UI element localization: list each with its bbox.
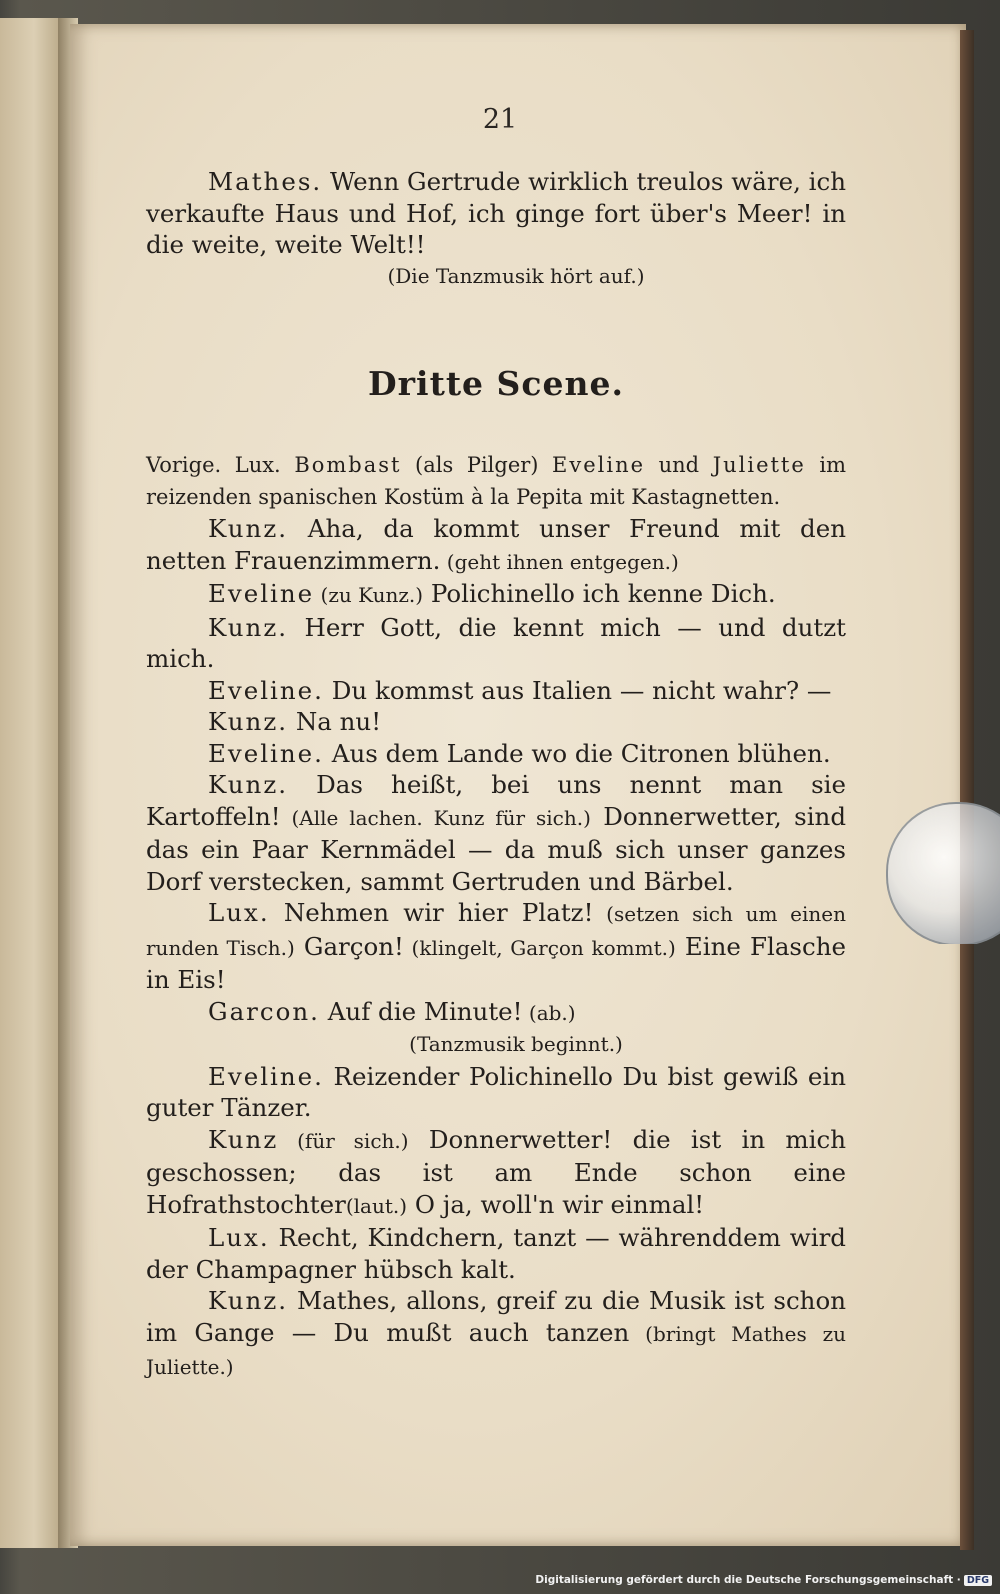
stage-direction: (bringt Mathes zu Juliette.): [146, 1321, 846, 1379]
dialogue-text: Recht, Kindchern, tanzt — währenddem wird der Champagner hübsch kalt.: [146, 1223, 846, 1284]
speaker-name: Garcon.: [208, 996, 320, 1026]
book-cover-edge: [960, 30, 974, 1550]
speaker-name: Kunz.: [208, 1286, 289, 1315]
speaker-name: Kunz.: [208, 770, 289, 799]
dialogue-line: [146, 738, 846, 770]
speaker-name: Eveline.: [208, 1061, 324, 1091]
paragraph-mathes: [146, 166, 846, 261]
stage-direction: (geht ihnen entgegen.): [440, 549, 679, 574]
dialogue-text: Na nu!: [288, 707, 382, 736]
cast-name-bombast: Bombast: [294, 453, 402, 477]
dialogue-line: [146, 612, 846, 675]
dialogue-text: Nehmen wir hier Platz!: [269, 898, 594, 927]
speaker-name: Eveline: [208, 579, 315, 608]
page-turner-clip: [886, 802, 1000, 944]
dialogue-text-continued: Donnerwetter! die ist in mich geschossen; das ist am Ende schon eine Hofrathstochter: [146, 1124, 846, 1219]
dialogue-text: Aha, da kommt unser Freund mit den netten Frauenzimmern.: [146, 514, 846, 575]
dialogue-text-continued: Polichinello ich kenne Dich.: [423, 579, 776, 608]
previous-page-edge: [0, 18, 62, 1548]
stage-direction: (Die Tanzmusik hört auf.): [387, 263, 645, 288]
speaker-name: Lux.: [208, 898, 270, 927]
stage-direction: (für sich.): [278, 1128, 409, 1153]
speaker-name: Kunz.: [208, 707, 289, 736]
dialogue-text-continued: Eine Flasche in Eis!: [146, 931, 846, 994]
dialogue-line: [146, 1285, 846, 1384]
dialogue-text: Mathes, allons, greif zu die Musik ist schon im Gange — Du mußt auch tanzen: [146, 1286, 846, 1347]
cast-list: [146, 450, 846, 513]
page-number: 21: [482, 104, 518, 135]
speaker-name: Lux.: [208, 1223, 270, 1252]
speaker-name: Kunz.: [208, 612, 289, 642]
cast-name-eveline: Eveline: [552, 453, 646, 477]
dialogue-line: [146, 706, 846, 738]
dialogue-text-continued: Donnerwetter, sind das ein Paar Kernmädel — da muß sich unser ganzes Dorf verstecken, sammt Gertruden und Bärbel.: [146, 801, 847, 896]
dialogue-line: [146, 1124, 846, 1223]
dialogue-text: Aus dem Lande wo die Citronen blühen.: [323, 738, 831, 768]
page-turner-icon: [886, 802, 1000, 944]
cast-lead: Vorige. Lux.: [146, 453, 295, 477]
cast-mid: (als Pilger): [401, 453, 553, 477]
cast-name-juliette: Juliette: [712, 453, 806, 477]
dialogue-text: Herr Gott, die kennt mich — und dutzt mich.: [146, 612, 846, 673]
dialogue-line: [146, 675, 846, 707]
stage-direction: (klingelt, Garçon kommt.): [403, 935, 676, 960]
dialogue-line: [146, 578, 846, 612]
dialogue-line: [146, 1222, 846, 1285]
stage-direction: (setzen sich um einen runden Tisch.): [146, 902, 847, 960]
speaker-name: Kunz: [208, 1124, 279, 1154]
digitization-footer: [535, 1574, 992, 1586]
page-text: [146, 166, 846, 1384]
dfg-logo-icon: DFG: [964, 1575, 992, 1586]
dialogue-text: Auf die Minute!: [319, 996, 523, 1026]
dialogue-text: Das heißt, bei uns nennt man sie Kartoffeln!: [146, 770, 846, 831]
dialogue-line: [146, 769, 846, 897]
dialogue-line: [146, 897, 846, 996]
dialogue-text: Du kommst aus Italien — nicht wahr? —: [323, 675, 832, 705]
stage-direction: (ab.): [522, 1000, 576, 1025]
footer-text: Digitalisierung gefördert durch die Deutsche Forschungsgemeinschaft ·: [535, 1574, 961, 1586]
stage-direction: (zu Kunz.): [314, 583, 424, 607]
dialogue-text: Wenn Gertrude wirklich treulos wäre, ich verkaufte Haus und Hof, ich ginge fort über's Meer! in die weite, weite Welt!!: [146, 167, 846, 259]
scene-title: Dritte Scene.: [368, 364, 624, 403]
dialogue-line: [146, 513, 846, 578]
speaker-name: Eveline.: [208, 738, 324, 768]
stage-direction: (Alle lachen. Kunz für sich.): [280, 805, 591, 830]
speaker-name: Kunz.: [208, 514, 289, 543]
dialogue-line: [146, 1061, 846, 1124]
dialogue-line: [146, 996, 846, 1030]
cast-rest: im reizenden spanischen Kostüm à la Pepita mit Kastagnetten.: [146, 453, 846, 509]
cast-mid2: und: [645, 453, 713, 477]
speaker-name: Eveline.: [208, 675, 324, 705]
stage-direction: (Tanzmusik beginnt.): [409, 1032, 623, 1056]
dialogue-text-continued: O ja, woll'n wir einmal!: [407, 1189, 705, 1219]
speaker-name: Mathes.: [208, 167, 323, 196]
dialogue-text-continued: Garçon!: [294, 931, 404, 961]
stage-direction: (laut.): [345, 1193, 408, 1218]
dialogue-text: Reizender Polichinello Du bist gewiß ein guter Tänzer.: [146, 1061, 846, 1122]
